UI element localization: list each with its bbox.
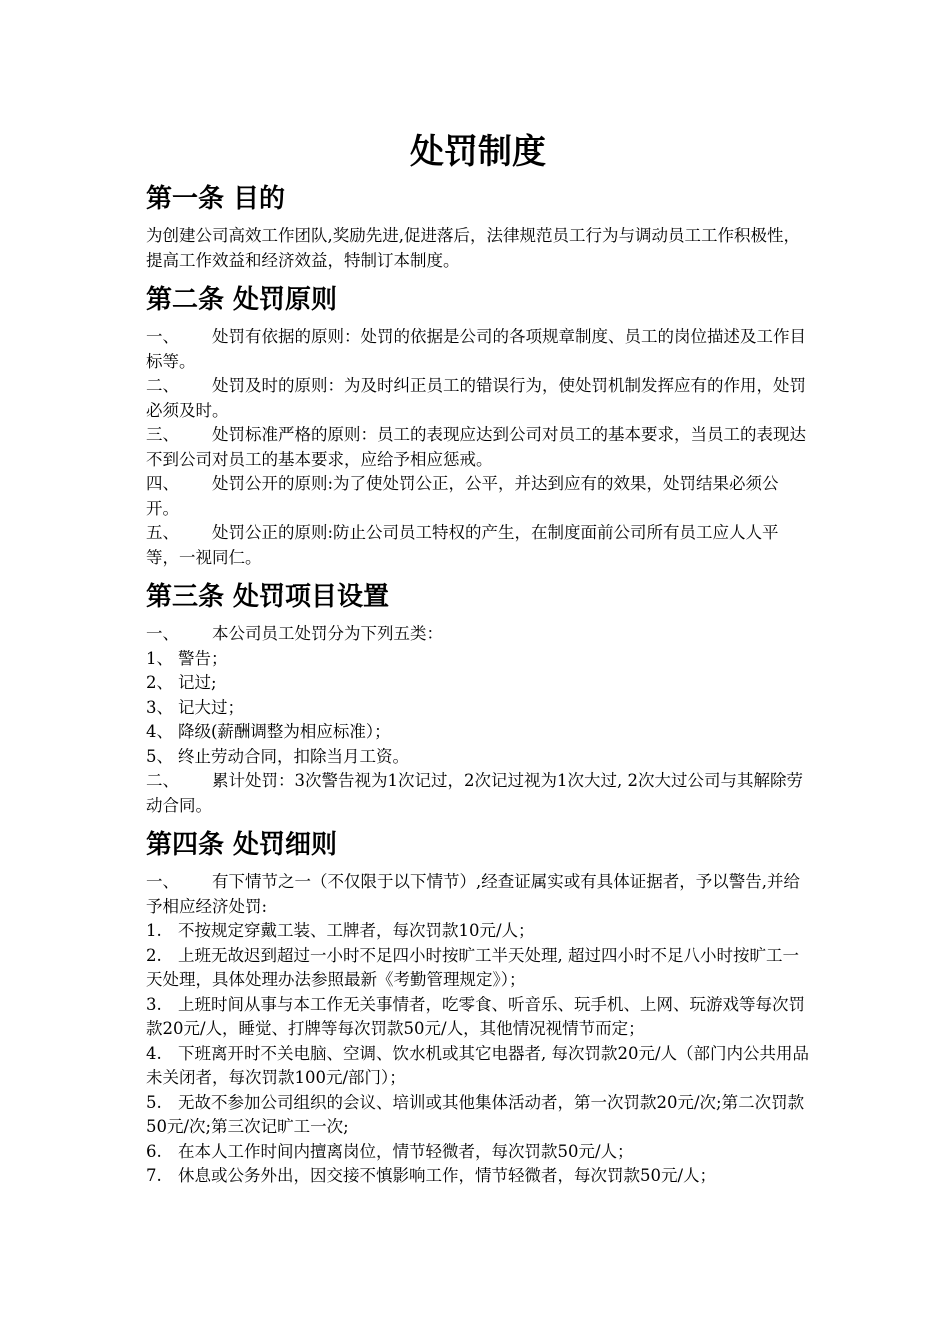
list-item xyxy=(146,769,810,818)
list-item xyxy=(146,1140,810,1165)
section-3 xyxy=(146,580,810,818)
item-marker: 三、 xyxy=(146,425,179,444)
item-text: 在本人工作时间内擅离岗位，情节轻微者，每次罚款50元/人； xyxy=(178,1141,634,1161)
section-paragraph: 为创建公司高效工作团队,奖励先进,促进落后，法律规范员工行为与调动员工工作积极性，提高工作效益和经济效益，特制订本制度。 xyxy=(146,226,800,270)
list-item xyxy=(146,647,810,672)
item-text: 处罚标准严格的原则：员工的表现应达到公司对员工的基本要求，当员工的表现达不到公司对员工的基本要求，应给予相应惩戒。 xyxy=(146,425,806,469)
section-1 xyxy=(146,182,810,273)
item-text: 记过; xyxy=(178,673,217,692)
item-marker: 5. xyxy=(146,1092,162,1112)
section-2 xyxy=(146,283,810,570)
item-text: 无故不参加公司组织的会议、培训或其他集体活动者，第一次罚款20元/次;第二次罚款50元/次;第三次记旷工一次; xyxy=(146,1092,805,1136)
section-heading: 第一条 目的 xyxy=(146,184,286,214)
section-heading: 第四条 处罚细则 xyxy=(146,830,338,860)
item-marker: 五、 xyxy=(146,523,179,542)
item-marker: 4、 xyxy=(146,722,173,741)
item-marker: 四、 xyxy=(146,474,179,493)
list-item xyxy=(146,671,810,696)
item-text: 处罚公开的原则:为了使处罚公正，公平，并达到应有的效果，处罚结果必须公开。 xyxy=(146,474,779,518)
list-item xyxy=(146,944,810,993)
list-item xyxy=(146,374,810,423)
item-text: 记大过； xyxy=(178,697,244,717)
item-marker: 5、 xyxy=(146,746,173,766)
item-marker: 一、 xyxy=(146,624,179,643)
item-text: 处罚及时的原则：为及时纠正员工的错误行为，使处罚机制发挥应有的作用，处罚必须及时。 xyxy=(146,376,806,420)
section-heading: 第三条 处罚项目设置 xyxy=(146,582,390,612)
list-item xyxy=(146,423,810,472)
item-marker: 1、 xyxy=(146,648,173,668)
document-body xyxy=(146,128,810,1189)
item-marker: 二、 xyxy=(146,376,179,395)
item-text: 处罚有依据的原则：处罚的依据是公司的各项规章制度、员工的岗位描述及工作目标等。 xyxy=(146,327,806,371)
item-marker: 7. xyxy=(146,1166,162,1185)
item-text: 下班离开时不关电脑、空调、饮水机或其它电器者, 每次罚款20元/人（部门内公共用品未关闭者，每次罚款100元/部门）； xyxy=(146,1043,810,1087)
item-text: 不按规定穿戴工装、工牌者，每次罚款10元/人； xyxy=(178,921,535,940)
list-item xyxy=(146,870,810,919)
item-marker: 4. xyxy=(146,1043,162,1063)
item-text: 上班无故迟到超过一小时不足四小时按旷工半天处理, 超过四小时不足八小时按旷工一天处理，具体处理办法参照最新《考勤管理规定》）； xyxy=(146,945,799,989)
list-item xyxy=(146,521,810,570)
section-heading: 第二条 处罚原则 xyxy=(146,285,338,315)
item-text: 上班时间从事与本工作无关事情者，吃零食、听音乐、玩手机、上网、玩游戏等每次罚款20元/人，睡觉、打牌等每次罚款50元/人，其他情况视情节而定； xyxy=(146,994,805,1038)
item-text: 有下情节之一（不仅限于以下情节）,经查证属实或有具体证据者，予以警告,并给予相应经济处罚: xyxy=(146,872,800,916)
section-4 xyxy=(146,828,810,1189)
item-text: 降级(薪酬调整为相应标准）； xyxy=(178,722,391,741)
item-marker: 2. xyxy=(146,945,162,965)
list-item xyxy=(146,993,810,1042)
item-marker: 6. xyxy=(146,1141,162,1161)
list-item xyxy=(146,745,810,770)
list-item xyxy=(146,325,810,374)
item-marker: 1. xyxy=(146,921,162,940)
list-item xyxy=(146,720,810,745)
list-item xyxy=(146,1164,810,1189)
document-title: 处罚制度 xyxy=(410,132,546,172)
item-marker: 一、 xyxy=(146,327,179,346)
list-item xyxy=(146,1091,810,1140)
list-item xyxy=(146,622,810,647)
item-text: 累计处罚：3次警告视为1次记过，2次记过视为1次大过, 2次大过公司与其解除劳动合同。 xyxy=(146,771,803,815)
item-text: 处罚公正的原则:防止公司员工特权的产生，在制度面前公司所有员工应人人平等，一视同仁。 xyxy=(146,523,779,567)
list-item xyxy=(146,472,810,521)
item-marker: 2、 xyxy=(146,673,173,692)
item-text: 终止劳动合同，扣除当月工资。 xyxy=(178,746,409,766)
list-item xyxy=(146,1042,810,1091)
list-item xyxy=(146,919,810,944)
item-text: 警告； xyxy=(178,648,228,668)
list-item xyxy=(146,696,810,721)
item-marker: 3、 xyxy=(146,697,173,717)
item-text: 本公司员工处罚分为下列五类： xyxy=(212,624,443,643)
item-text: 休息或公务外出，因交接不慎影响工作，情节轻微者，每次罚款50元/人； xyxy=(178,1166,717,1185)
item-marker: 3. xyxy=(146,994,162,1014)
item-marker: 一、 xyxy=(146,872,179,891)
item-marker: 二、 xyxy=(146,771,179,790)
